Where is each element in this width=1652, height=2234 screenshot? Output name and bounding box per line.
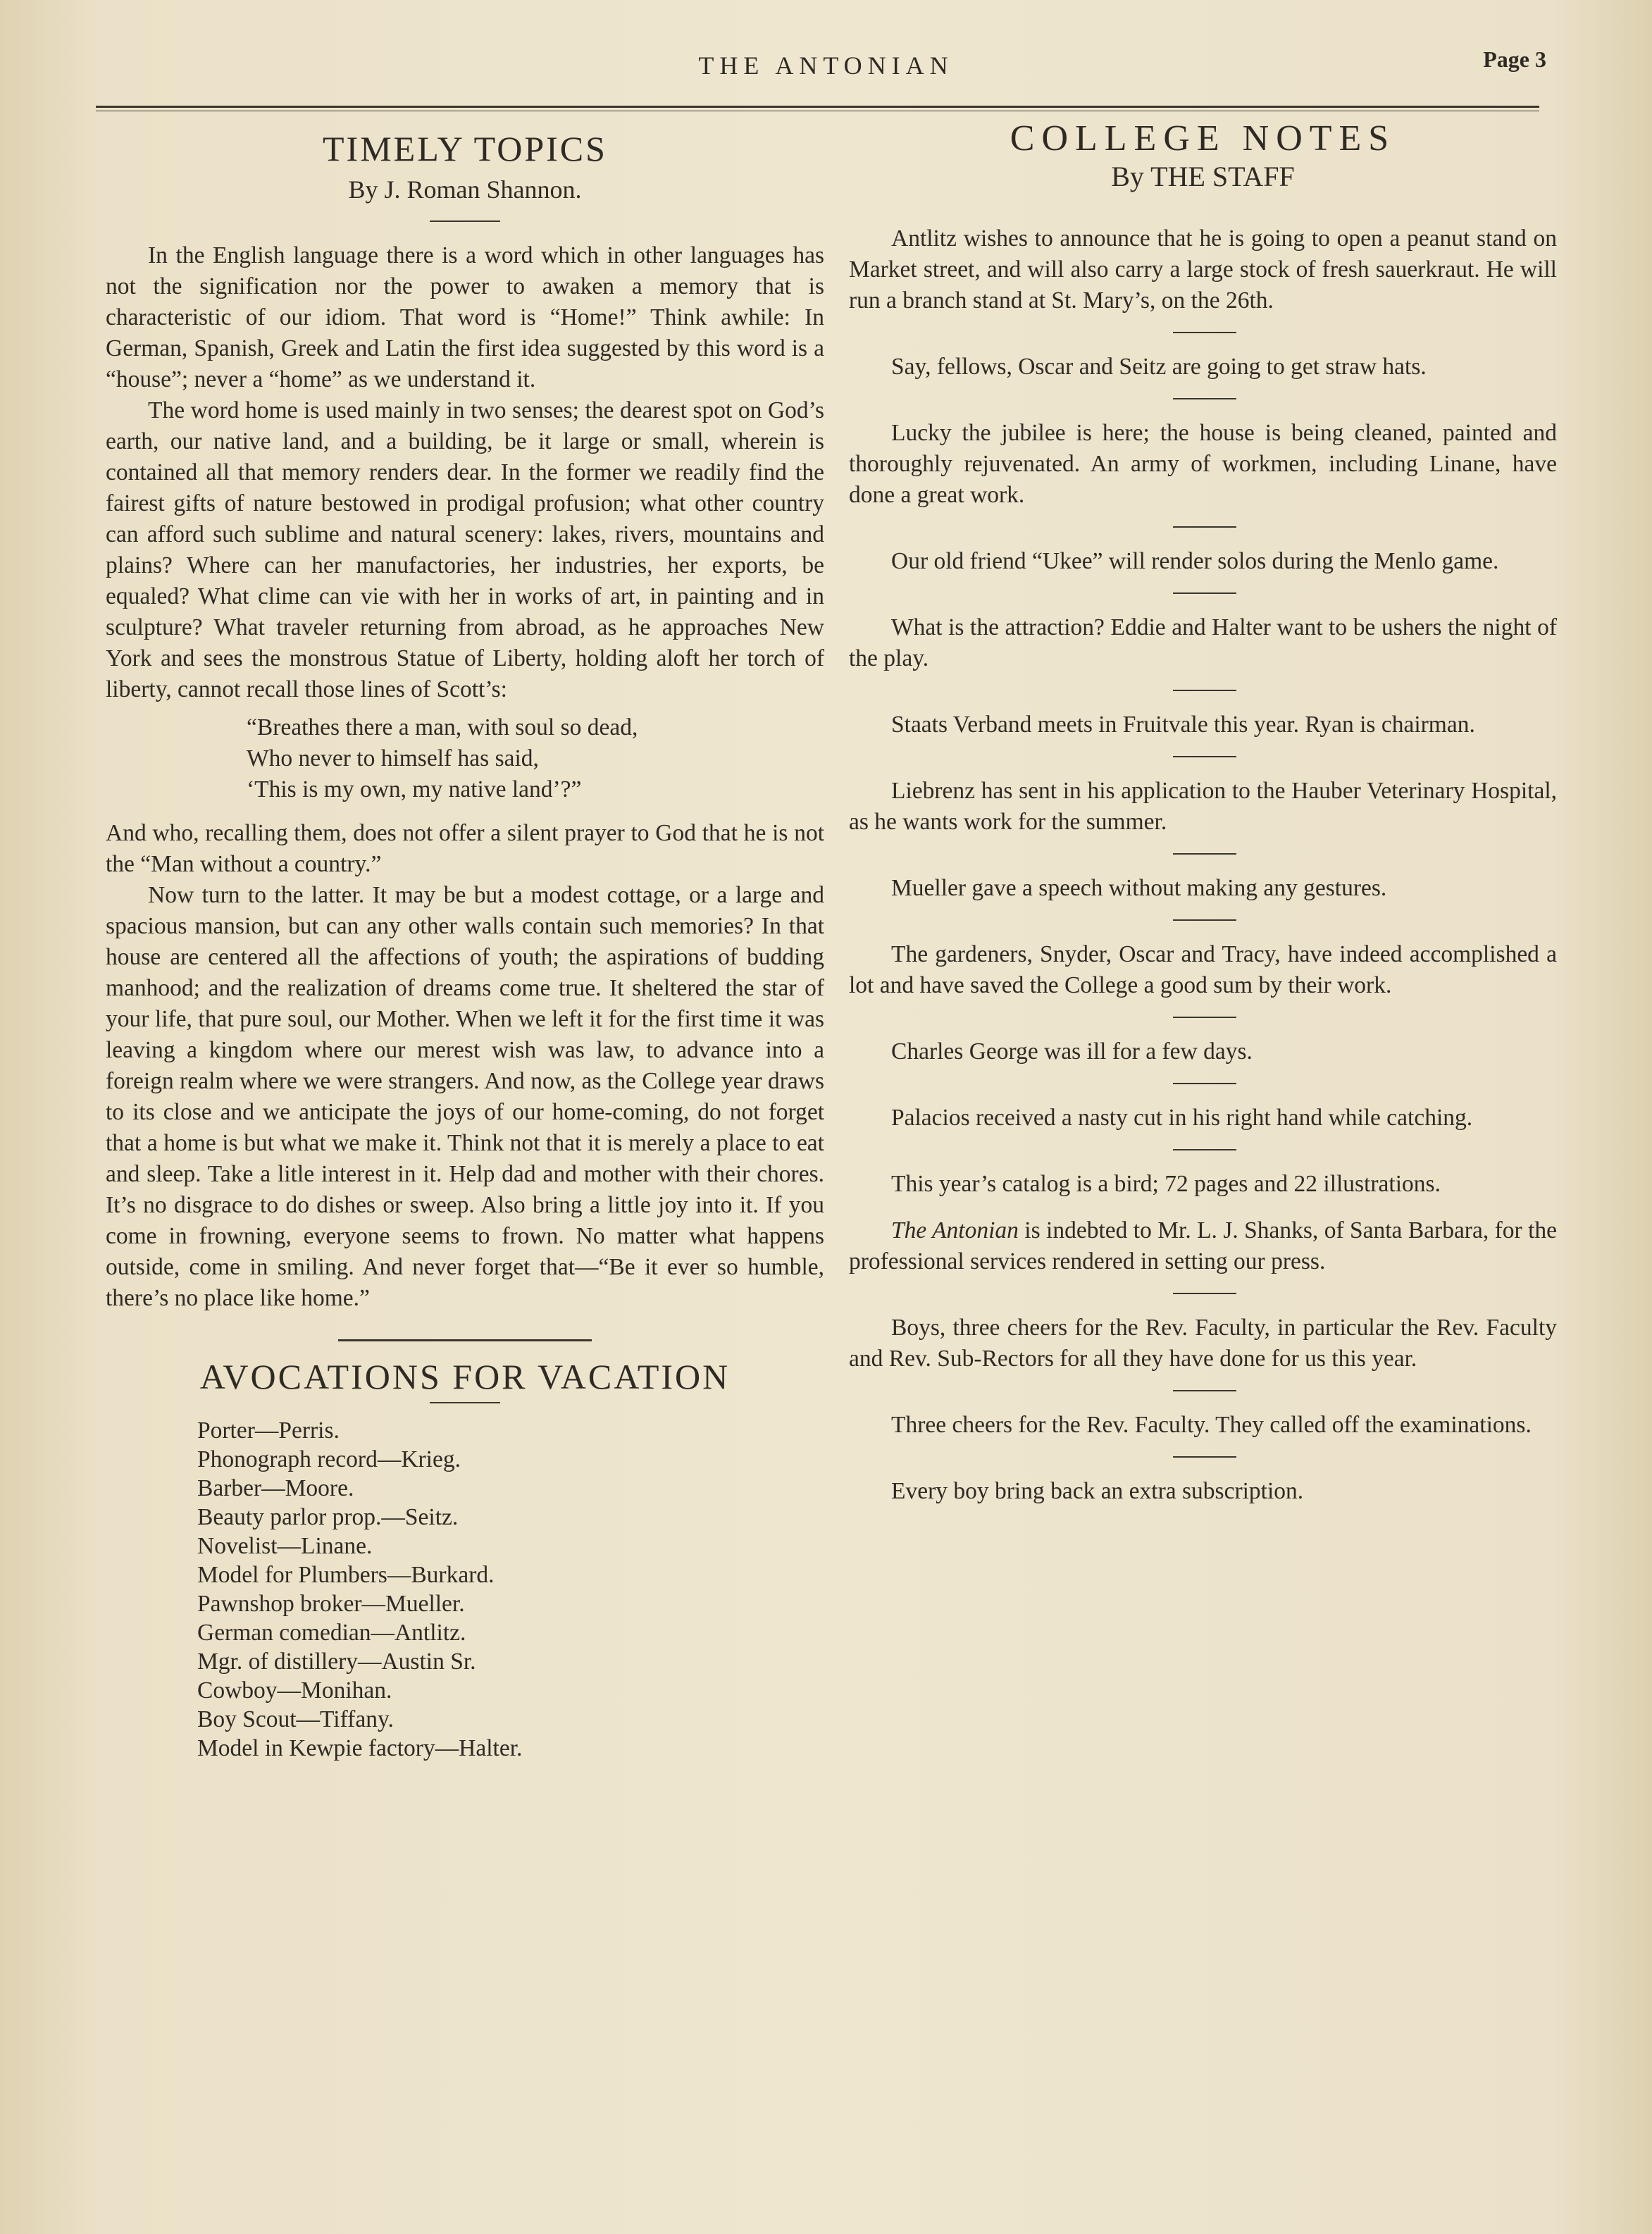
paragraph: In the English language there is a word which in other languages has not the signification nor the power to awaken a memory that is characteristic of our idiom. That word is “Home!” Think awhile: In German, Spanish, Greek and Latin the first idea suggested by this word is a “house”; never a “home” as we understand it. [106, 242, 824, 392]
list-item: Beauty parlor prop.—Seitz. [197, 1504, 459, 1530]
poem-line: ‘This is my own, my native land’?” [247, 776, 582, 802]
newspaper-title: THE ANTONIAN [698, 51, 954, 80]
page-number: Page 3 [1483, 46, 1546, 72]
note-text: is indebted to Mr. L. J. Shanks, of Santa Barbara, for the professional services rendered in setting our press. [849, 1217, 1557, 1274]
note-separator [1173, 1456, 1236, 1458]
list-item: Novelist—Linane. [197, 1533, 373, 1559]
note-separator [1173, 1293, 1236, 1294]
note-item: The gardeners, Snyder, Oscar and Tracy, have indeed accomplished a lot and have saved the College a good sum by their work. [849, 941, 1557, 998]
list-item: German comedian—Antlitz. [197, 1620, 466, 1646]
poem-line: “Breathes there a man, with soul so dead, [247, 714, 638, 740]
note-item: Say, fellows, Oscar and Seitz are going to get straw hats. [891, 354, 1427, 380]
note-item: Three cheers for the Rev. Faculty. They called off the examinations. [891, 1412, 1532, 1438]
publication-name: The Antonian [891, 1217, 1019, 1243]
header-rule [96, 106, 1539, 111]
paragraph: Now turn to the latter. It may be but a modest cottage, or a large and spacious mansion, but can any other walls contain such memories? In that house are centered all the affections of youth; the aspirations of budding manhood; and the realization of dreams come true. It sheltered the star of your life, that pure soul, our Mother. When we left it for the first time it was leaving a kingdom where our merest wish was law, to advance into a foreign realm where we were strangers. And now, as the College year draws to its close and we anticipate the joys of our home-coming, do not forget that a home is but what we make it. Think not that it is merely a place to eat and sleep. Take a litle interest in it. Help dad and mother with their chores. It’s no disgrace to do dishes or sweep. Also bring a little joy into it. If you come in frowning, everyone seems to frown. No matter what happens outside, come in smiling. And never forget that—“Be it ever so humble, there’s no place like home.” [106, 882, 824, 1311]
note-separator [1173, 1390, 1236, 1391]
note-separator [1173, 332, 1236, 333]
list-item: Model for Plumbers—Burkard. [197, 1562, 495, 1588]
note-separator [1173, 592, 1236, 594]
list-item: Barber—Moore. [197, 1475, 354, 1501]
right-column [849, 118, 1557, 1507]
section-divider [338, 1339, 592, 1341]
note-item: Boys, three cheers for the Rev. Faculty, in particular the Rev. Faculty and Rev. Sub-Rectors for all they have done for us this year. [849, 1315, 1557, 1372]
paragraph: And who, recalling them, does not offer a silent prayer to God that he is not the “Man without a country.” [106, 820, 824, 877]
note-separator [1173, 1083, 1236, 1084]
note-item: What is the attraction? Eddie and Halter want to be ushers the night of the play. [849, 614, 1557, 671]
note-item: Antlitz wishes to announce that he is going to open a peanut stand on Market street, and will also carry a large stock of fresh sauerkraut. He will run a branch stand at St. Mary’s, on the 26th. [849, 225, 1557, 314]
note-item: Staats Verband meets in Fruitvale this year. Ryan is chairman. [891, 712, 1475, 738]
note-separator [1173, 853, 1236, 855]
note-item: Lucky the jubilee is here; the house is being cleaned, painted and thoroughly rejuvenated. An army of workmen, including Linane, have done a great work. [849, 420, 1557, 508]
timely-topics-byline: By J. Roman Shannon. [348, 175, 582, 204]
list-item: Mgr. of distillery—Austin Sr. [197, 1649, 476, 1675]
note-item: Mueller gave a speech without making any gestures. [891, 875, 1387, 901]
note-item: Every boy bring back an extra subscription. [891, 1478, 1304, 1504]
list-item: Pawnshop broker—Mueller. [197, 1591, 465, 1617]
poem-quote [106, 712, 824, 805]
college-notes-byline: By THE STAFF [1111, 161, 1295, 192]
list-item: Model in Kewpie factory—Halter. [197, 1735, 523, 1761]
title-rule [430, 1402, 500, 1403]
masthead [0, 51, 1652, 93]
note-item: Charles George was ill for a few days. [891, 1038, 1253, 1065]
timely-topics-title: TIMELY TOPICS [323, 129, 607, 168]
college-notes-title: COLLEGE NOTES [1010, 118, 1396, 159]
note-separator [1173, 398, 1236, 399]
note-separator [1173, 919, 1236, 921]
note-item: Our old friend “Ukee” will render solos during the Menlo game. [891, 548, 1499, 574]
note-item: This year’s catalog is a bird; 72 pages and 22 illustrations. [891, 1171, 1441, 1197]
list-item: Cowboy—Monihan. [197, 1677, 392, 1704]
avocations-title: AVOCATIONS FOR VACATION [199, 1357, 731, 1396]
poem-line: Who never to himself has said, [247, 745, 539, 771]
note-separator [1173, 756, 1236, 757]
note-separator [1173, 690, 1236, 691]
note-item [849, 1215, 1557, 1277]
list-item: Boy Scout—Tiffany. [197, 1706, 394, 1732]
note-item: Palacios received a nasty cut in his right hand while catching. [891, 1105, 1473, 1131]
note-separator [1173, 1149, 1236, 1150]
note-separator [1173, 1017, 1236, 1018]
title-rule [430, 221, 500, 222]
list-item: Porter—Perris. [197, 1417, 340, 1444]
note-separator [1173, 526, 1236, 528]
list-item: Phonograph record—Krieg. [197, 1446, 461, 1472]
avocations-list [106, 1416, 824, 1763]
note-item: Liebrenz has sent in his application to the Hauber Veterinary Hospital, as he wants work for the summer. [849, 778, 1557, 835]
paragraph: The word home is used mainly in two senses; the dearest spot on God’s earth, our native land, and a building, be it large or small, wherein is contained all that memory renders dear. In the former we readily find the fairest gifts of nature bestowed in prodigal profusion; what other country can afford such sublime and natural scenery: lakes, rivers, mountains and plains? Where can her manufactories, her industries, her exports, be equaled? What clime can vie with her in works of art, in painting and in sculpture? What traveler returning from abroad, as he approaches New York and sees the monstrous Statue of Liberty, holding aloft her torch of liberty, cannot recall those lines of Scott’s: [106, 397, 824, 702]
left-column [106, 123, 824, 1763]
